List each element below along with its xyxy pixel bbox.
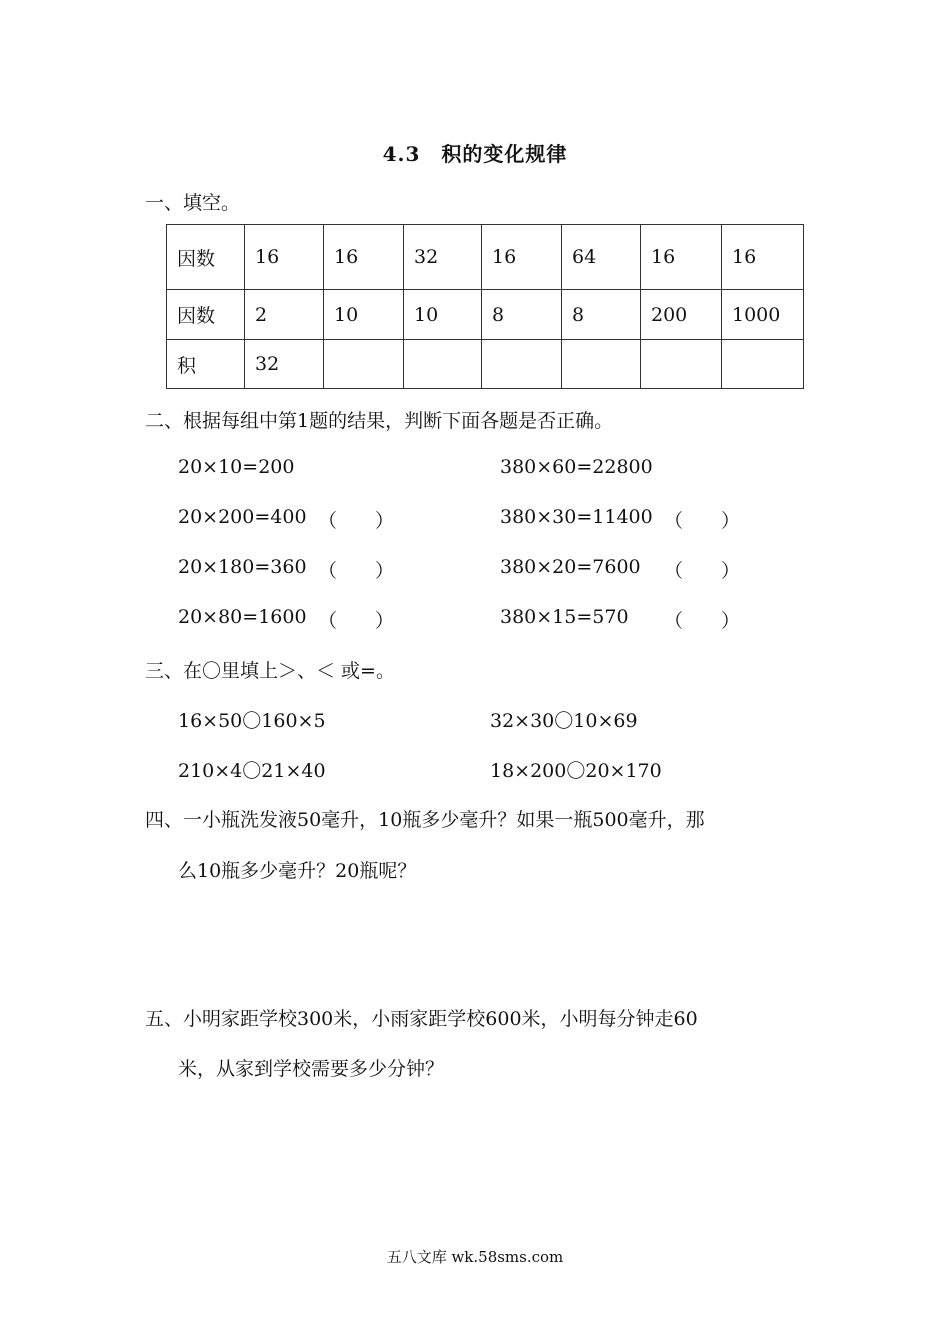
answer-cell[interactable] (722, 340, 804, 389)
table-cell: 16 (641, 225, 722, 290)
equation: 380×30=11400 (500, 506, 653, 528)
table-cell: 1000 (722, 290, 804, 340)
table-cell: 16 (324, 225, 404, 290)
row-label: 积 (167, 340, 245, 389)
footer-watermark: 五八文库 wk.58sms.com (386, 1248, 564, 1266)
fill-table (166, 224, 804, 389)
equation: 20×80=1600 (178, 606, 307, 628)
table-row (167, 340, 804, 389)
answer-blank[interactable]: （ ） (318, 560, 395, 582)
table-cell: 2 (245, 290, 324, 340)
equation: 380×20=7600 (500, 556, 641, 578)
table-row (167, 225, 804, 290)
equation: 380×60=22800 (500, 456, 653, 478)
table-cell: 10 (324, 290, 404, 340)
answer-blank[interactable]: （ ） (664, 610, 741, 632)
answer-cell[interactable] (482, 340, 562, 389)
comparison[interactable]: 32×30〇10×69 (490, 710, 638, 732)
row-label: 因数 (167, 290, 245, 340)
answer-cell[interactable] (404, 340, 482, 389)
equation: 20×180=360 (178, 556, 307, 578)
table-cell: 32 (404, 225, 482, 290)
section4-line2: 么10瓶多少毫升？20瓶呢？ (178, 860, 417, 882)
table-cell: 10 (404, 290, 482, 340)
equation: 20×200=400 (178, 506, 307, 528)
page-title: 4.3 积的变化规律 (382, 142, 568, 166)
answer-cell[interactable] (324, 340, 404, 389)
table-cell: 64 (562, 225, 641, 290)
table-row (167, 290, 804, 340)
table-cell: 8 (482, 290, 562, 340)
table-cell: 16 (245, 225, 324, 290)
table-cell: 8 (562, 290, 641, 340)
answer-blank[interactable]: （ ） (318, 510, 395, 532)
section3-heading: 三、在〇里填上＞、＜ 或=。 (145, 660, 395, 682)
section2-heading: 二、根据每组中第1题的结果，判断下面各题是否正确。 (145, 410, 614, 432)
answer-blank[interactable]: （ ） (664, 510, 741, 532)
answer-blank[interactable]: （ ） (318, 610, 395, 632)
section4-line1: 四、一小瓶洗发液50毫升，10瓶多少毫升？如果一瓶500毫升，那 (145, 809, 705, 831)
answer-cell[interactable] (562, 340, 641, 389)
equation: 20×10=200 (178, 456, 295, 478)
answer-blank[interactable]: （ ） (664, 560, 741, 582)
section5-line1: 五、小明家距学校300米，小雨家距学校600米，小明每分钟走60 (145, 1008, 698, 1030)
answer-cell[interactable] (641, 340, 722, 389)
comparison[interactable]: 18×200〇20×170 (490, 760, 662, 782)
table-cell: 16 (482, 225, 562, 290)
section1-heading: 一、填空。 (145, 192, 241, 214)
table-cell: 32 (245, 340, 324, 389)
table-cell: 16 (722, 225, 804, 290)
row-label: 因数 (167, 225, 245, 290)
comparison[interactable]: 16×50〇160×5 (178, 710, 326, 732)
table-cell: 200 (641, 290, 722, 340)
equation: 380×15=570 (500, 606, 629, 628)
comparison[interactable]: 210×4〇21×40 (178, 760, 326, 782)
section5-line2: 米，从家到学校需要多少分钟？ (178, 1058, 445, 1080)
